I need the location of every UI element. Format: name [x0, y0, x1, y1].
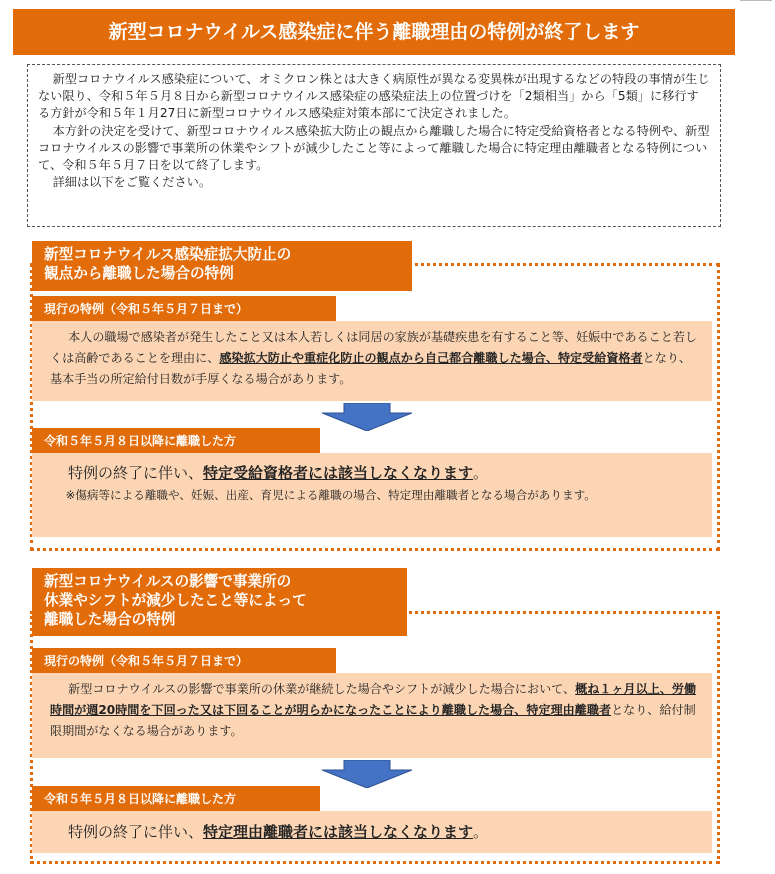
section2-title-line3: 離職した場合の特例 [44, 611, 176, 628]
down-arrow-icon [322, 403, 412, 431]
section2-current-post: となり、給付制限期間がなくなる場合があります。 [50, 703, 696, 738]
section1-after-label: 令和５年５月８日以降に離職した方 [32, 428, 320, 454]
section2-title-line2: 休業やシフトが減少したこと等によって [44, 592, 307, 609]
section2-after-pre: 特例の終了に伴い、 [68, 823, 204, 841]
section2-title [32, 568, 407, 636]
section1-title-line2: 観点から離職した場合の特例 [44, 265, 234, 282]
divider [740, 0, 772, 1]
section1-after-content [32, 453, 712, 537]
section1-title-line1: 新型コロナウイルス感染症拡大防止の [44, 246, 292, 263]
section2-title-line1: 新型コロナウイルスの影響で事業所の [44, 573, 292, 590]
intro-paragraph-3: 詳細は以下をご覧ください。 [52, 175, 212, 190]
intro-box [27, 64, 721, 227]
page-title: 新型コロナウイルス感染症に伴う離職理由の特例が終了します [13, 9, 735, 55]
section1-after-bold: 特定受給資格者には該当しなくなります [203, 464, 474, 482]
section2-current-bold: 概ね１ヶ月以上、労働時間が週20時間を下回った又は下回ることが明らかになったことにより離職した場合、特定理由離職者 [50, 682, 697, 717]
section2-current-pre: 新型コロナウイルスの影響で事業所の休業が継続した場合やシフトが減少した場合において、 [68, 682, 576, 696]
section2-after-label: 令和５年５月８日以降に離職した方 [32, 786, 320, 812]
section1-note: ※傷病等による離職や、妊娠、出産、育児による離職の場合、特定理由離職者となる場合があります。 [65, 488, 596, 502]
section1-current-pre: 本人の職場で感染者が発生したこと又は本人若しくは同居の家族が基礎疾患を有すること等、妊娠中であること若しくは高齢であることを理由に、 [50, 330, 698, 365]
section1-title [32, 241, 412, 291]
section1-current-bold: 感染拡大防止や重症化防止の観点から自己都合離職した場合、特定受給資格者 [219, 351, 643, 365]
section2-current-content [32, 673, 712, 758]
section2-current-label: 現行の特例（令和５年５月７日まで） [32, 648, 336, 674]
intro-paragraph-2: 本方針の決定を受けて、新型コロナウイルス感染拡大防止の観点から離職した場合に特定受給資格者となる特例や、新型コロナウイルスの影響で事業所の休業やシフトが減少したこと等によって離職した場合に特定理由離職者となる特例について、令和５年５月７日を以て終了します。 [38, 123, 710, 173]
section1-after-pre: 特例の終了に伴い、 [68, 464, 204, 482]
intro-paragraph-1: 新型コロナウイルス感染症について、オミクロン株とは大きく病原性が異なる変異株が出現するなどの特段の事情が生じない限り、令和５年５月８日から新型コロナウイルス感染症の感染症法上の位置づけを「2類相当」から「5類」に移行する方針が令和５年１月27日に新型コロナウイルス感染症対策本部にて決定されました。 [38, 72, 710, 121]
section2-after-bold: 特定理由離職者には該当しなくなります [203, 823, 474, 841]
section1-after-post: 。 [473, 464, 489, 482]
section1-current-post: となり、基本手当の所定給付日数が手厚くなる場合があります。 [50, 351, 692, 386]
down-arrow-icon [322, 760, 412, 788]
section1-current-label: 現行の特例（令和５年５月７日まで） [32, 296, 336, 322]
section2-after-post: 。 [473, 823, 489, 841]
section2-after-content [32, 811, 712, 853]
section1-current-content [32, 321, 712, 401]
